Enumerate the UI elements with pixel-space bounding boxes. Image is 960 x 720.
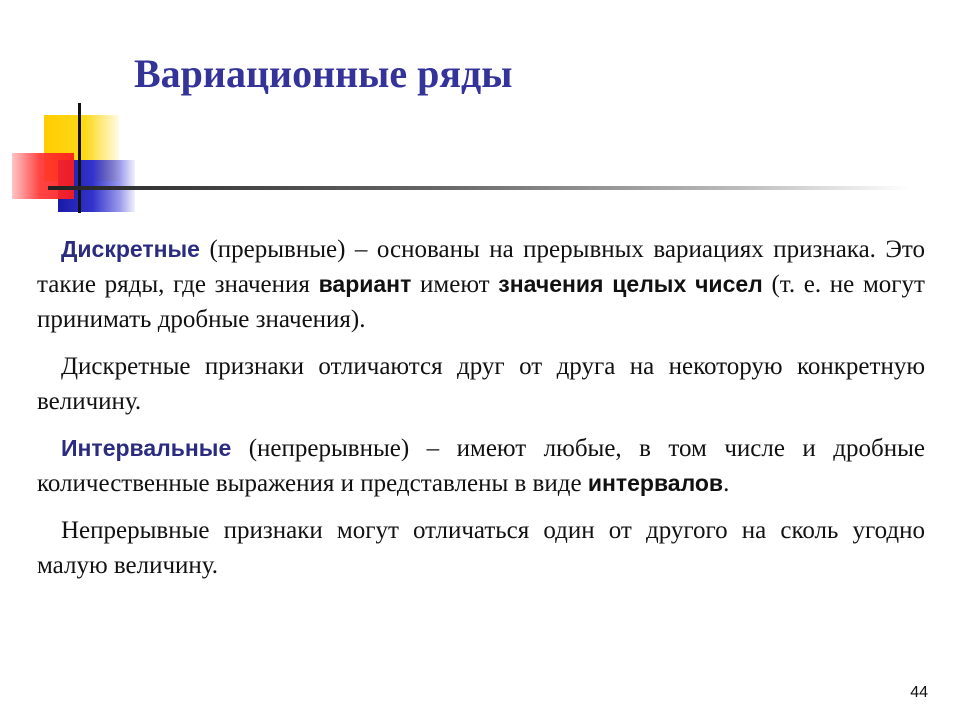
paragraph-interval-definition xyxy=(37,431,925,501)
text-span: (прерывные) – основаны на прерывных вариациях признака. Это такие ряды, где значения xyxy=(37,236,925,298)
paragraph-discrete-features: Дискретные признаки отличаются друг от друга на некоторую конкретную величину. xyxy=(37,353,925,415)
decorative-vertical-line xyxy=(78,103,81,213)
term-discrete: Дискретные xyxy=(61,236,200,262)
decorative-red-square xyxy=(12,153,74,199)
bold-intervals: интервалов xyxy=(587,470,724,496)
bold-variant: вариант xyxy=(318,271,412,297)
text-span: . xyxy=(723,470,730,497)
paragraph-discrete-definition xyxy=(37,232,925,337)
paragraph-continuous-features: Непрерывные признаки могут отличаться один от другого на сколь угодно малую величину. xyxy=(37,517,925,579)
text-span: (непрерывные) – имеют любые, в том числе и дробные количественные выражения и представлены в виде xyxy=(37,435,925,497)
text-span: имеют xyxy=(411,271,499,298)
title-underline xyxy=(48,186,910,190)
bold-integer-values: значения целых чисел xyxy=(498,271,763,297)
slide-body xyxy=(37,232,925,595)
text-span: (т. е. не могут принимать дробные значения). xyxy=(37,271,925,333)
slide-title: Вариационные ряды xyxy=(134,51,513,96)
term-interval: Интервальные xyxy=(61,435,232,461)
page-number: 44 xyxy=(910,684,928,701)
